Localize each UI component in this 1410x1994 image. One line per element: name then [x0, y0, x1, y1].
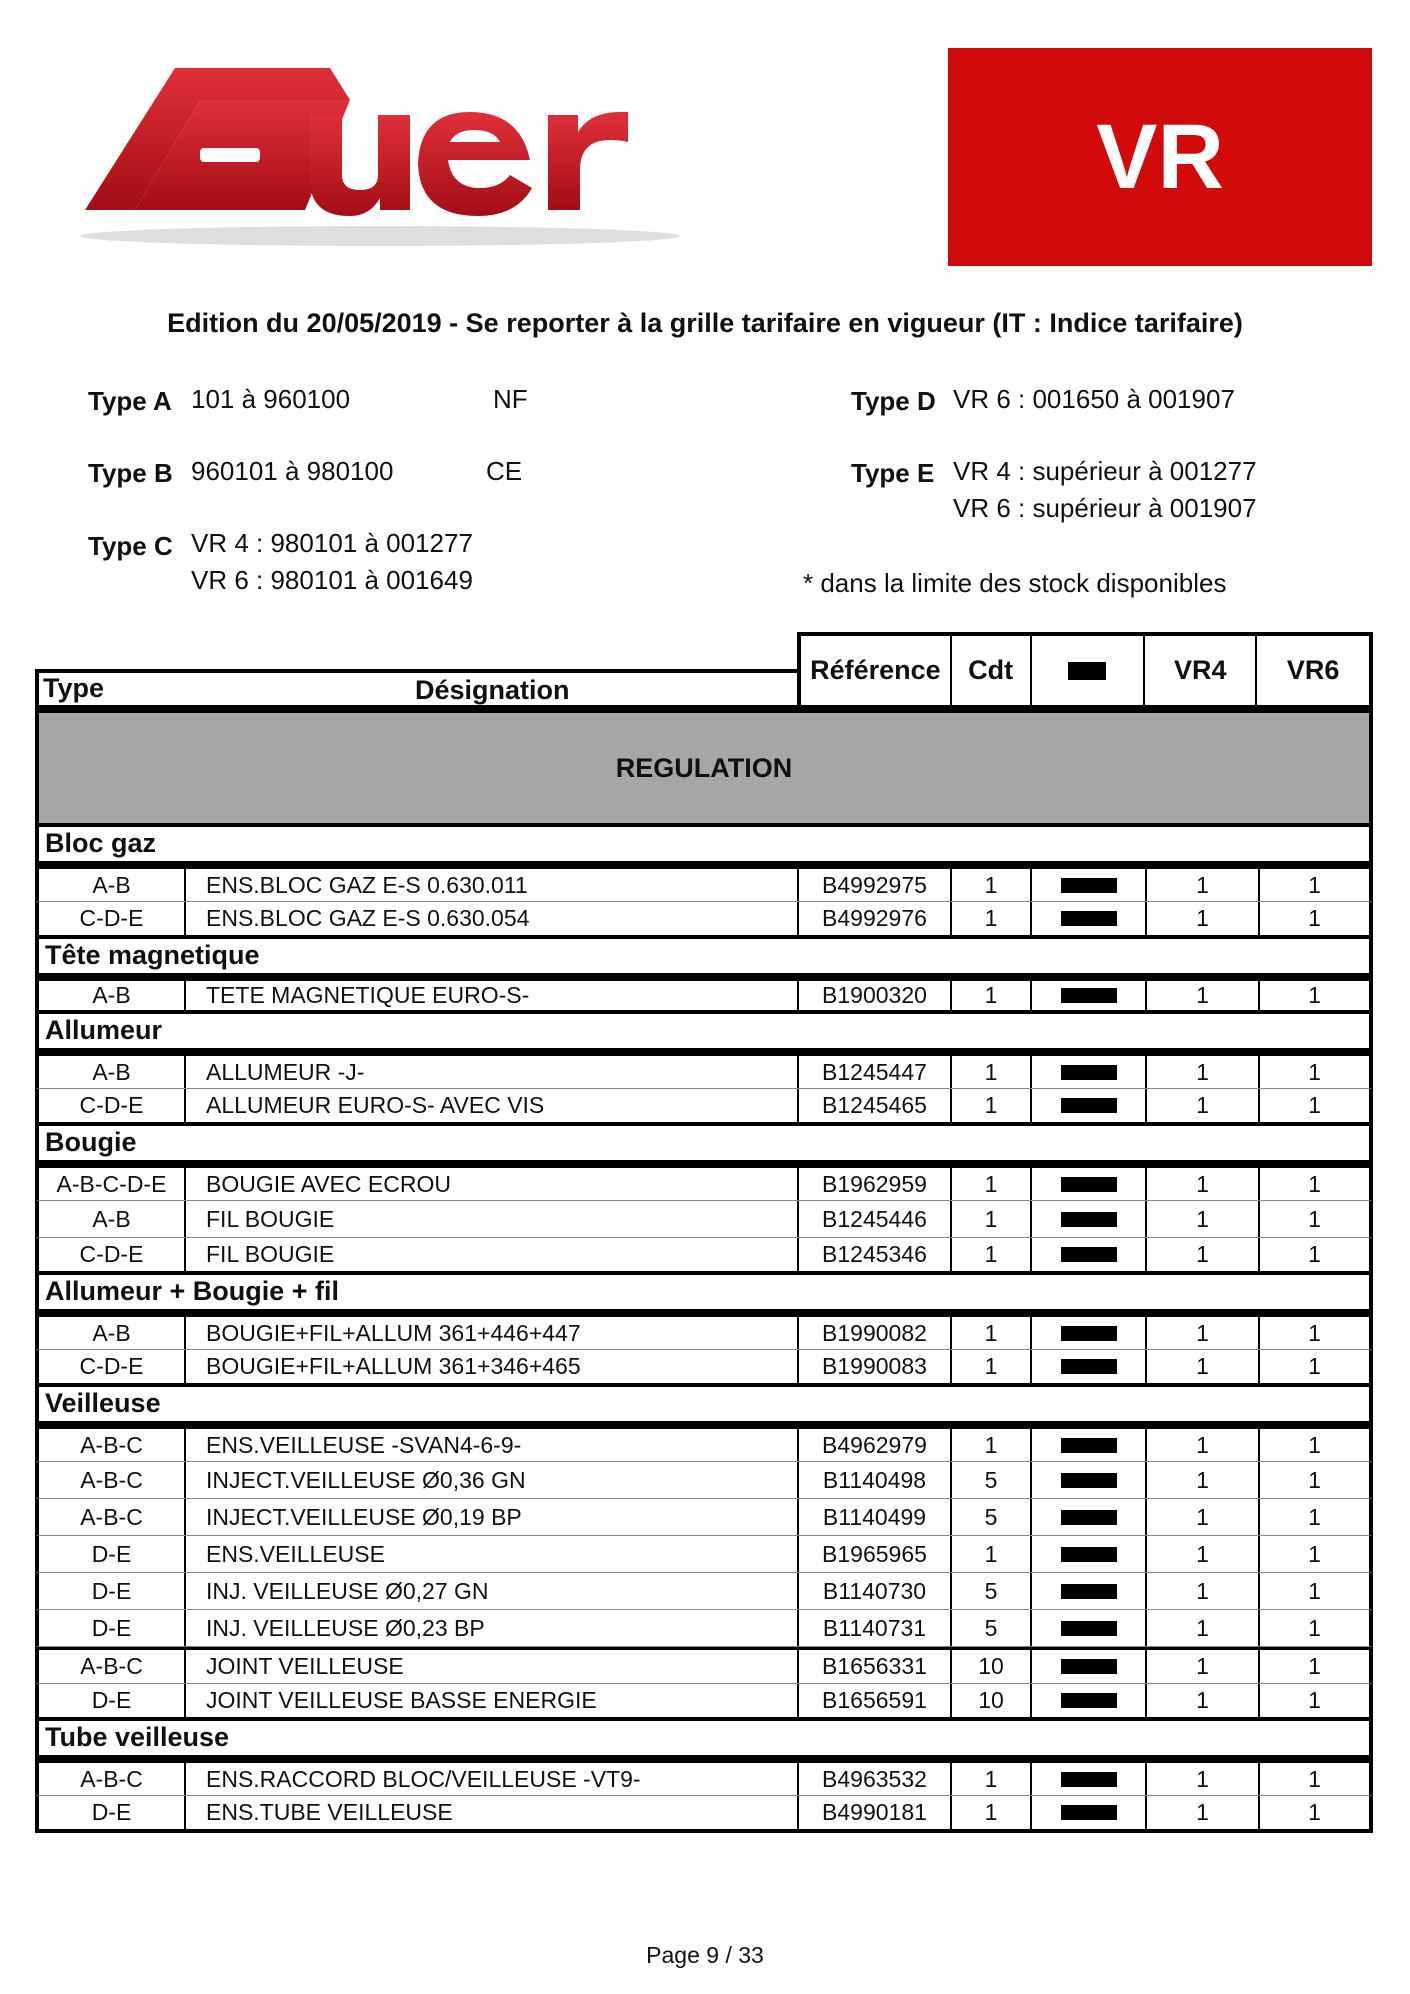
cell-designation: INJ. VEILLEUSE Ø0,27 GN	[184, 1573, 797, 1609]
table-row	[35, 1425, 1373, 1462]
cell-vr6: 1	[1258, 1056, 1369, 1088]
cell-type: C-D-E	[79, 1353, 144, 1379]
black-marker-swatch	[1061, 1584, 1117, 1599]
cell-vr4: 1	[1145, 1462, 1258, 1498]
cell-reference: B1245447	[797, 1056, 950, 1088]
cell-cdt: 10	[950, 1650, 1030, 1683]
cell-vr4: 1	[1145, 1610, 1258, 1646]
cell-designation: ENS.TUBE VEILLEUSE	[184, 1796, 797, 1829]
cell-designation: FIL BOUGIE	[184, 1238, 797, 1271]
section-title: Bougie	[35, 1126, 1373, 1164]
cell-type: A-B-C	[80, 1466, 143, 1493]
cell-cdt: 1	[950, 1763, 1030, 1795]
cell-cdt: 5	[950, 1610, 1030, 1646]
cell-vr6: 1	[1258, 869, 1369, 901]
cell-vr6: 1	[1258, 1573, 1369, 1609]
black-marker-swatch	[1061, 1098, 1117, 1113]
type-e-line2: VR 6 : supérieur à 001907	[953, 493, 1257, 523]
cell-cdt: 5	[950, 1573, 1030, 1609]
cell-designation: INJECT.VEILLEUSE Ø0,19 BP	[184, 1499, 797, 1535]
cell-type: A-B	[92, 1205, 131, 1232]
table-row	[35, 1796, 1373, 1833]
cell-designation: ENS.VEILLEUSE -SVAN4-6-9-	[184, 1429, 797, 1461]
section-title: Tête magnetique	[35, 939, 1373, 977]
table-row	[35, 1313, 1373, 1350]
cell-vr4: 1	[1145, 1763, 1258, 1795]
cell-reference: B1245465	[797, 1089, 950, 1122]
cell-reference: B1245346	[797, 1238, 950, 1271]
black-marker-swatch	[1061, 1247, 1117, 1262]
cell-designation: BOUGIE+FIL+ALLUM 361+346+465	[184, 1350, 797, 1383]
cell-vr4: 1	[1145, 1317, 1258, 1349]
black-marker-swatch	[1061, 1621, 1117, 1636]
cell-vr4: 1	[1145, 1796, 1258, 1829]
cell-vr4: 1	[1145, 981, 1258, 1010]
table-row	[35, 1536, 1373, 1573]
cell-designation: ENS.BLOC GAZ E-S 0.630.054	[184, 902, 797, 935]
section-title: Tube veilleuse	[35, 1721, 1373, 1759]
table-row	[35, 1684, 1373, 1721]
table-row	[35, 1201, 1373, 1238]
type-c-line1: VR 4 : 980101 à 001277	[191, 528, 473, 558]
black-marker-swatch	[1061, 1772, 1117, 1787]
header-vr6: VR6	[1255, 636, 1369, 705]
cell-reference: B1900320	[797, 981, 950, 1010]
cell-type: C-D-E	[79, 905, 144, 931]
cell-marker	[1030, 1796, 1145, 1829]
cell-vr6: 1	[1258, 981, 1369, 1010]
cell-reference: B1656591	[797, 1684, 950, 1717]
black-marker-swatch	[1061, 1212, 1117, 1227]
cell-marker	[1030, 1056, 1145, 1088]
cell-cdt: 1	[950, 1796, 1030, 1829]
cell-type: A-B	[92, 1058, 131, 1085]
cell-type: A-B-C	[80, 1765, 143, 1792]
type-e-line1: VR 4 : supérieur à 001277	[953, 456, 1257, 486]
cell-type: D-E	[91, 1687, 132, 1713]
header-reference: Référence	[810, 655, 941, 685]
table-body	[35, 827, 1373, 1833]
cell-type: D-E	[91, 1577, 132, 1604]
cell-marker	[1030, 1317, 1145, 1349]
cell-cdt: 1	[950, 1056, 1030, 1088]
table-row	[35, 1238, 1373, 1275]
black-marker-swatch	[1061, 1177, 1117, 1192]
cell-vr6: 1	[1258, 1168, 1369, 1200]
cell-vr4: 1	[1145, 869, 1258, 901]
edition-line: Edition du 20/05/2019 - Se reporter à la grille tarifaire en vigueur (IT : Indice tarifaire)	[167, 308, 1243, 338]
cell-type: D-E	[91, 1799, 132, 1825]
cell-marker	[1030, 1168, 1145, 1200]
cell-designation: ENS.VEILLEUSE	[184, 1536, 797, 1572]
cell-reference: B1140498	[797, 1462, 950, 1498]
cell-cdt: 10	[950, 1684, 1030, 1717]
cell-reference: B4992976	[797, 902, 950, 935]
cell-vr6: 1	[1258, 1462, 1369, 1498]
cell-marker	[1030, 981, 1145, 1010]
cell-vr6: 1	[1258, 1499, 1369, 1535]
type-c-label: Type C	[88, 531, 173, 561]
cell-reference: B4992975	[797, 869, 950, 901]
cell-cdt: 1	[950, 1536, 1030, 1572]
table-row	[35, 1573, 1373, 1610]
type-b-value: 960101 à 980100	[191, 456, 394, 486]
cell-marker	[1030, 1238, 1145, 1271]
cell-vr6: 1	[1258, 1796, 1369, 1829]
section-title: Veilleuse	[35, 1387, 1373, 1425]
cell-designation: INJ. VEILLEUSE Ø0,23 BP	[184, 1610, 797, 1646]
cell-designation: TETE MAGNETIQUE EURO-S-	[184, 981, 797, 1010]
black-marker-swatch	[1061, 1693, 1117, 1708]
cell-marker	[1030, 1763, 1145, 1795]
cell-reference: B1140499	[797, 1499, 950, 1535]
header-black-marker	[1030, 636, 1144, 705]
cell-reference: B1140730	[797, 1573, 950, 1609]
cell-marker	[1030, 1684, 1145, 1717]
cell-marker	[1030, 1429, 1145, 1461]
type-d-value: VR 6 : 001650 à 001907	[953, 384, 1235, 414]
black-marker-swatch	[1061, 878, 1117, 893]
product-badge: VR	[948, 48, 1372, 266]
cell-vr4: 1	[1145, 1650, 1258, 1683]
table-row	[35, 1089, 1373, 1126]
cell-vr6: 1	[1258, 1429, 1369, 1461]
cell-designation: JOINT VEILLEUSE BASSE ENERGIE	[184, 1684, 797, 1717]
table-row	[35, 865, 1373, 902]
table-row	[35, 1350, 1373, 1387]
table-row	[35, 902, 1373, 939]
cell-reference: B1990083	[797, 1350, 950, 1383]
type-e-label: Type E	[851, 458, 935, 488]
cell-type: C-D-E	[79, 1092, 144, 1118]
cell-designation: ENS.RACCORD BLOC/VEILLEUSE -VT9-	[184, 1763, 797, 1795]
cell-vr6: 1	[1258, 1684, 1369, 1717]
cell-cdt: 1	[950, 1201, 1030, 1237]
cell-cdt: 1	[950, 1238, 1030, 1271]
cell-cdt: 1	[950, 902, 1030, 935]
cell-marker	[1030, 1573, 1145, 1609]
cell-type: A-B-C	[80, 1653, 143, 1679]
type-a-norm: NF	[493, 384, 528, 414]
cell-cdt: 5	[950, 1499, 1030, 1535]
black-marker-swatch	[1061, 911, 1117, 926]
header-vr4: VR4	[1143, 636, 1255, 705]
cell-type: C-D-E	[79, 1241, 144, 1267]
black-marker-swatch	[1061, 1659, 1117, 1674]
black-marker-swatch	[1061, 1359, 1117, 1374]
cell-cdt: 5	[950, 1462, 1030, 1498]
cell-type: A-B-C-D-E	[56, 1170, 167, 1197]
black-marker-swatch	[1061, 988, 1117, 1003]
black-marker-swatch	[1061, 1510, 1117, 1525]
cell-vr4: 1	[1145, 1499, 1258, 1535]
section-title: Allumeur + Bougie + fil	[35, 1275, 1373, 1313]
black-marker-swatch	[1061, 1547, 1117, 1562]
type-a-value: 101 à 960100	[191, 384, 351, 414]
cell-marker	[1030, 1536, 1145, 1572]
cell-type: A-B	[92, 871, 131, 898]
cell-marker	[1030, 1201, 1145, 1237]
cell-type: A-B	[92, 1319, 131, 1346]
cell-cdt: 1	[950, 1350, 1030, 1383]
black-marker-swatch	[1061, 1326, 1117, 1341]
cell-type: A-B-C	[80, 1431, 143, 1458]
table-row	[35, 1052, 1373, 1089]
stock-note: * dans la limite des stock disponibles	[803, 568, 1227, 598]
table-row	[35, 1759, 1373, 1796]
table-row	[35, 1462, 1373, 1499]
cell-cdt: 1	[950, 869, 1030, 901]
cell-cdt: 1	[950, 1168, 1030, 1200]
cell-vr4: 1	[1145, 1350, 1258, 1383]
cell-designation: ALLUMEUR EURO-S- AVEC VIS	[184, 1089, 797, 1122]
table-row	[35, 1610, 1373, 1647]
cell-designation: INJECT.VEILLEUSE Ø0,36 GN	[184, 1462, 797, 1498]
cell-marker	[1030, 869, 1145, 901]
cell-designation: BOUGIE+FIL+ALLUM 361+446+447	[184, 1317, 797, 1349]
cell-marker	[1030, 902, 1145, 935]
black-marker-swatch	[1061, 1473, 1117, 1488]
cell-cdt: 1	[950, 1089, 1030, 1122]
cell-vr4: 1	[1145, 1429, 1258, 1461]
black-marker-swatch	[1061, 1438, 1117, 1453]
cell-type: A-B	[92, 982, 131, 1008]
cell-vr4: 1	[1145, 1168, 1258, 1200]
cell-reference: B1962959	[797, 1168, 950, 1200]
cell-marker	[1030, 1350, 1145, 1383]
cell-vr6: 1	[1258, 1317, 1369, 1349]
cell-reference: B1656331	[797, 1650, 950, 1683]
cell-type: D-E	[91, 1540, 132, 1567]
table-row	[35, 1164, 1373, 1201]
cell-vr4: 1	[1145, 1684, 1258, 1717]
cell-vr4: 1	[1145, 902, 1258, 935]
header-type: Type	[43, 673, 105, 703]
cell-vr6: 1	[1258, 902, 1369, 935]
cell-reference: B4962979	[797, 1429, 950, 1461]
cell-designation: FIL BOUGIE	[184, 1201, 797, 1237]
cell-vr4: 1	[1145, 1089, 1258, 1122]
type-d-label: Type D	[851, 386, 936, 416]
cell-vr6: 1	[1258, 1238, 1369, 1271]
cell-marker	[1030, 1462, 1145, 1498]
cell-marker	[1030, 1499, 1145, 1535]
table-header-right	[797, 632, 1373, 709]
table-row	[35, 1647, 1373, 1684]
cell-vr6: 1	[1258, 1201, 1369, 1237]
type-a-label: Type A	[88, 386, 172, 416]
cell-designation: ENS.BLOC GAZ E-S 0.630.011	[184, 869, 797, 901]
cell-vr6: 1	[1258, 1763, 1369, 1795]
table-row	[35, 1499, 1373, 1536]
cell-vr6: 1	[1258, 1650, 1369, 1683]
cell-vr4: 1	[1145, 1573, 1258, 1609]
cell-reference: B1990082	[797, 1317, 950, 1349]
cell-reference: B1965965	[797, 1536, 950, 1572]
cell-vr4: 1	[1145, 1536, 1258, 1572]
black-marker-swatch	[1061, 1805, 1117, 1820]
header-designation: Désignation	[415, 675, 570, 705]
cell-vr6: 1	[1258, 1610, 1369, 1646]
cell-vr4: 1	[1145, 1056, 1258, 1088]
auer-logo	[80, 60, 710, 260]
cell-designation: JOINT VEILLEUSE	[184, 1650, 797, 1683]
cell-cdt: 1	[950, 1429, 1030, 1461]
section-title: Bloc gaz	[35, 827, 1373, 865]
cell-reference: B1140731	[797, 1610, 950, 1646]
table-row	[35, 977, 1373, 1014]
cell-reference: B1245446	[797, 1201, 950, 1237]
type-c-line2: VR 6 : 980101 à 001649	[191, 565, 473, 595]
cell-marker	[1030, 1650, 1145, 1683]
black-marker-swatch	[1061, 1065, 1117, 1080]
cell-designation: BOUGIE AVEC ECROU	[184, 1168, 797, 1200]
cell-reference: B4963532	[797, 1763, 950, 1795]
cell-type: A-B-C	[80, 1503, 143, 1530]
cell-designation: ALLUMEUR -J-	[184, 1056, 797, 1088]
table-header-left	[35, 669, 797, 709]
cell-vr4: 1	[1145, 1238, 1258, 1271]
cell-vr4: 1	[1145, 1201, 1258, 1237]
cell-vr6: 1	[1258, 1536, 1369, 1572]
cell-type: D-E	[91, 1614, 132, 1641]
cell-reference: B4990181	[797, 1796, 950, 1829]
section-title: Allumeur	[35, 1014, 1373, 1052]
type-b-norm: CE	[486, 456, 523, 486]
header-cdt: Cdt	[950, 636, 1030, 705]
cell-vr6: 1	[1258, 1089, 1369, 1122]
section-band-regulation: REGULATION	[35, 709, 1373, 827]
cell-cdt: 1	[950, 1317, 1030, 1349]
page-number: Page 9 / 33	[646, 1942, 764, 1968]
cell-marker	[1030, 1610, 1145, 1646]
cell-marker	[1030, 1089, 1145, 1122]
cell-cdt: 1	[950, 981, 1030, 1010]
type-b-label: Type B	[88, 458, 173, 488]
cell-vr6: 1	[1258, 1350, 1369, 1383]
